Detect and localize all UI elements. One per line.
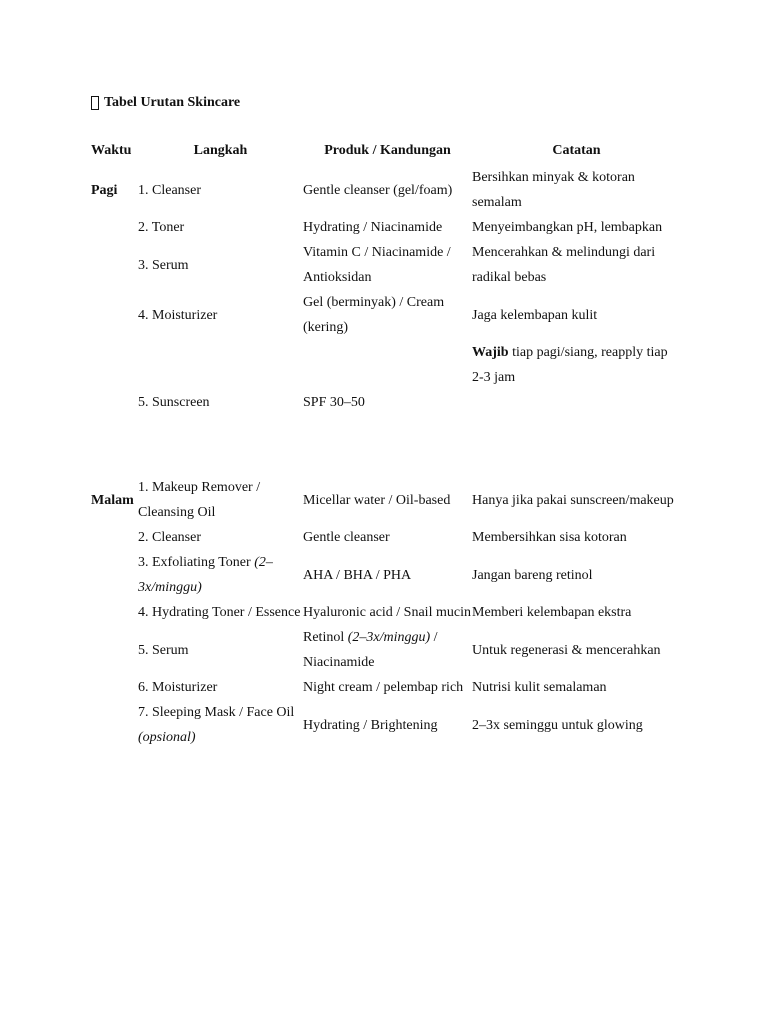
step-cell: 5. Sunscreen (138, 395, 210, 410)
table-row (91, 675, 681, 700)
table-row (91, 340, 681, 415)
product-cell: Gentle cleanser (gel/foam) (303, 182, 453, 198)
header-langkah: Langkah (193, 143, 248, 158)
document-title (91, 95, 240, 111)
table-row (91, 290, 681, 340)
table-row (91, 165, 681, 215)
step-text: 7. Sleeping Mask / Face Oil (138, 705, 295, 720)
table-row (91, 475, 681, 525)
note-rest: tiap pagi/siang, reapply tiap 2-3 jam (472, 345, 668, 385)
skincare-table (91, 139, 681, 750)
table-row (91, 625, 681, 675)
header-row (91, 139, 681, 165)
note-cell: Bersihkan minyak & kotoran semalam (472, 170, 635, 210)
table-row (91, 550, 681, 600)
product-cell: Hydrating / Brightening (303, 717, 438, 733)
missing-glyph-icon (91, 96, 99, 110)
time-label-pagi: Pagi (91, 182, 118, 198)
step-cell (138, 550, 303, 600)
product-text-rest: / Niacinamide (303, 630, 438, 670)
step-cell: 5. Serum (138, 642, 189, 658)
step-cell: 4. Moisturizer (138, 307, 218, 323)
step-cell: 1. Makeup Remover / Cleansing Oil (138, 480, 261, 520)
product-text: Retinol (303, 630, 348, 645)
product-cell: Hyaluronic acid / Snail mucin (303, 605, 471, 620)
product-cell: Hydrating / Niacinamide (303, 220, 443, 235)
header-waktu: Waktu (91, 143, 132, 158)
product-cell: Night cream / pelembap rich (303, 680, 464, 695)
header-catatan: Catatan (552, 143, 601, 158)
step-cell: 3. Serum (138, 257, 189, 273)
step-cell: 4. Hydrating Toner / Essence (138, 605, 301, 620)
product-cell (303, 625, 472, 675)
header-produk: Produk / Kandungan (324, 143, 451, 158)
note-cell: Jangan bareng retinol (472, 567, 593, 583)
step-frequency: (2–3x/minggu) (138, 555, 273, 595)
note-cell: Memberi kelembapan ekstra (472, 605, 632, 620)
table-row (91, 240, 681, 290)
step-text: 3. Exfoliating Toner (138, 555, 255, 570)
table-row (91, 525, 681, 550)
step-cell: 2. Cleanser (138, 530, 201, 545)
note-cell: 2–3x seminggu untuk glowing (472, 717, 643, 733)
table-row (91, 700, 681, 750)
time-label-malam: Malam (91, 492, 134, 508)
product-frequency: (2–3x/minggu) (347, 630, 431, 645)
note-cell: Hanya jika pakai sunscreen/makeup (472, 492, 674, 508)
note-cell (472, 340, 681, 415)
note-cell: Mencerahkan & melindungi dari radikal bebas (472, 245, 656, 285)
product-cell: SPF 30–50 (303, 395, 365, 410)
product-cell: AHA / BHA / PHA (303, 567, 412, 583)
product-cell: Gel (berminyak) / Cream (kering) (303, 295, 445, 335)
step-cell: 6. Moisturizer (138, 680, 218, 695)
step-optional: (opsional) (138, 730, 196, 745)
step-cell (138, 700, 303, 750)
product-cell: Gentle cleanser (303, 530, 390, 545)
table-row (91, 215, 681, 240)
note-cell: Menyeimbangkan pH, lembapkan (472, 220, 663, 235)
table-row (91, 600, 681, 625)
note-cell: Nutrisi kulit semalaman (472, 680, 607, 695)
note-bold: Wajib (472, 345, 509, 360)
product-cell: Micellar water / Oil-based (303, 492, 451, 508)
title-text: Tabel Urutan Skincare (104, 95, 241, 110)
step-cell: 2. Toner (138, 220, 185, 235)
note-cell: Untuk regenerasi & mencerahkan (472, 642, 661, 658)
product-cell: Vitamin C / Niacinamide / Antioksidan (303, 245, 451, 285)
step-cell: 1. Cleanser (138, 182, 201, 198)
note-cell: Membersihkan sisa kotoran (472, 530, 627, 545)
note-cell: Jaga kelembapan kulit (472, 307, 598, 323)
